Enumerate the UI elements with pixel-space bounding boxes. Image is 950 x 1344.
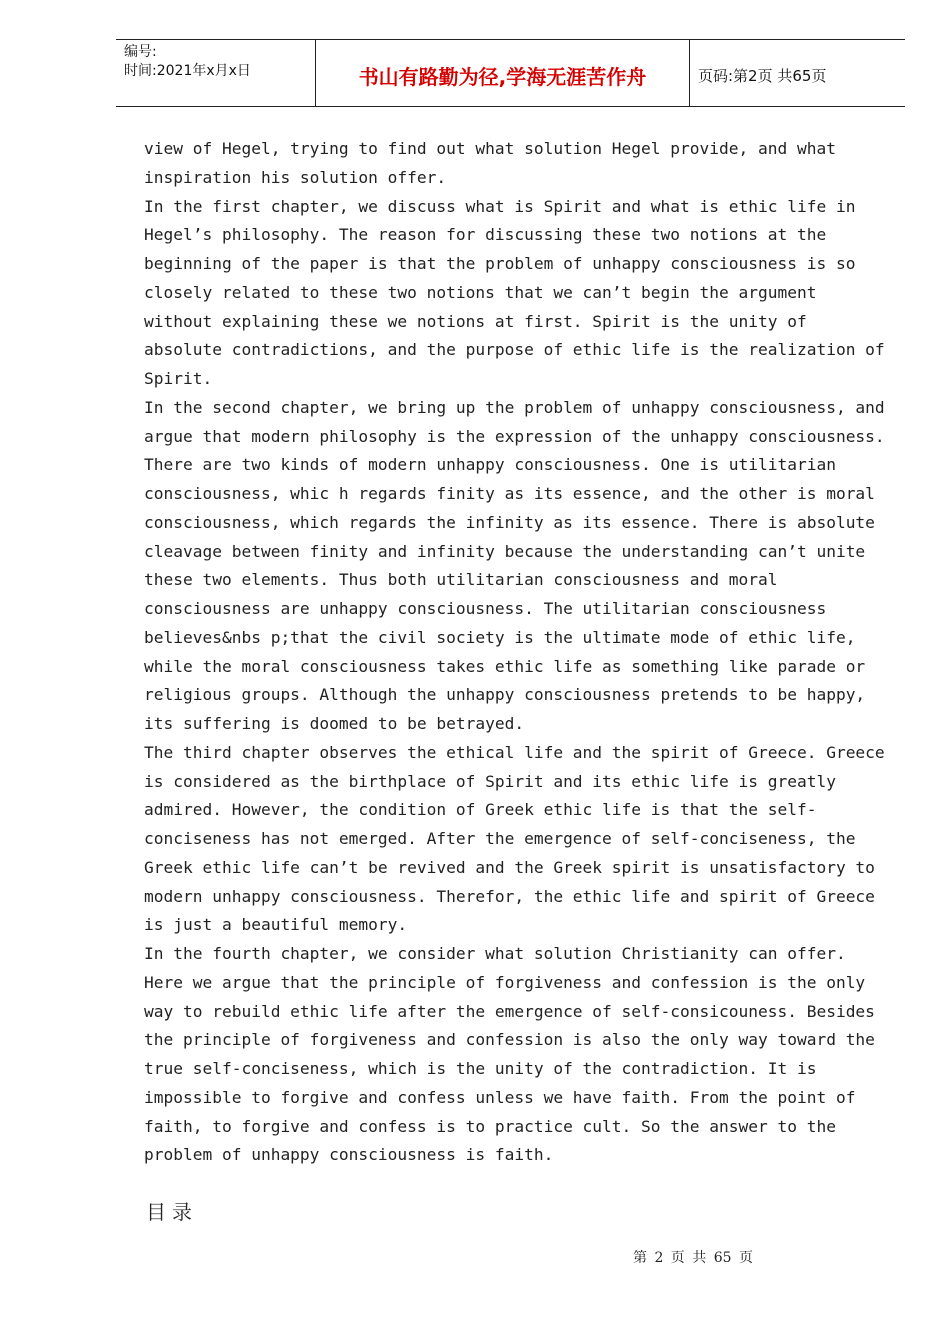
body-line: without explaining these we notions at first. Spirit is the unity of: [144, 311, 807, 331]
page-footer: 第 2 页 共 65 页: [633, 1250, 753, 1266]
body-line: Greek ethic life can’t be revived and the Greek spirit is unsatisfactory to: [144, 857, 875, 877]
body-line: is considered as the birthplace of Spirit and its ethic life is greatly: [144, 771, 836, 791]
body-line: consciousness are unhappy consciousness. The utilitarian consciousness: [144, 599, 827, 618]
header-motto: 书山有路勤为径,学海无涯苦作舟: [316, 40, 690, 106]
number-label: 编号:: [124, 44, 157, 60]
body-line: In the second chapter, we bring up the problem of unhappy consciousness, and: [144, 397, 885, 417]
body-line: The third chapter observes the ethical life and the spirit of Greece. Greece: [144, 742, 885, 762]
body-line: closely related to these two notions that we can’t begin the argument: [144, 282, 817, 302]
body-line: is just a beautiful memory.: [144, 915, 408, 935]
time-label: 时间:2021年x月x日: [124, 63, 251, 79]
body-line: modern unhappy consciousness. Therefor, the ethic life and spirit of Greece: [144, 886, 875, 906]
body-line: beginning of the paper is that the problem of unhappy consciousness is so: [144, 254, 856, 273]
toc-heading: 目录: [146, 1200, 198, 1224]
body-line: true self-conciseness, which is the unity of the contradiction. It is: [144, 1059, 817, 1078]
body-line: consciousness, which regards the infinity as its essence. There is absolute: [144, 512, 875, 532]
body-line: In the first chapter, we discuss what is Spirit and what is ethic life in: [144, 196, 856, 216]
body-line: conciseness has not emerged. After the emergence of self-conciseness, the: [144, 829, 856, 848]
body-line: religious groups. Although the unhappy consciousness pretends to be happy,: [144, 685, 866, 705]
body-line: argue that modern philosophy is the expression of the unhappy consciousness.: [144, 426, 885, 446]
body-line: Hegel’s philosophy. The reason for discussing these two notions at the: [144, 225, 827, 245]
body-line: believes&nbs p;that the civil society is the ultimate mode of ethic life,: [144, 627, 856, 647]
body-line: problem of unhappy consciousness is faith.: [144, 1145, 554, 1165]
header-page-info: 页码:第2页 共65页: [698, 66, 827, 85]
header-meta: [116, 40, 316, 106]
body-line: In the fourth chapter, we consider what solution Christianity can offer.: [144, 944, 846, 963]
body-line: absolute contradictions, and the purpose of ethic life is the realization of: [144, 340, 885, 360]
body-line: its suffering is doomed to be betrayed.: [144, 714, 525, 733]
body-line: impossible to forgive and confess unless we have faith. From the point of: [144, 1087, 856, 1107]
body-line: view of Hegel, trying to find out what solution Hegel provide, and what: [144, 139, 836, 158]
page-header: [116, 39, 905, 107]
body-line: inspiration his solution offer.: [144, 167, 447, 187]
body-line: admired. However, the condition of Greek ethic life is that the self-: [144, 800, 817, 820]
body-line: these two elements. Thus both utilitarian consciousness and moral: [144, 570, 778, 590]
body-line: cleavage between finity and infinity because the understanding can’t unite: [144, 541, 866, 561]
body-line: Here we argue that the principle of forgiveness and confession is the only: [144, 972, 866, 992]
body-text: [144, 135, 884, 1170]
body-line: while the moral consciousness takes ethic life as something like parade or: [144, 656, 866, 676]
body-line: way to rebuild ethic life after the emergence of self-consicouness. Besides: [144, 1001, 875, 1021]
body-line: faith, to forgive and confess is to practice cult. So the answer to the: [144, 1116, 836, 1136]
body-line: consciousness, whic h regards finity as its essence, and the other is moral: [144, 484, 875, 503]
body-line: There are two kinds of modern unhappy consciousness. One is utilitarian: [144, 455, 836, 475]
body-line: Spirit.: [144, 369, 213, 388]
body-line: the principle of forgiveness and confession is also the only way toward the: [144, 1030, 875, 1050]
